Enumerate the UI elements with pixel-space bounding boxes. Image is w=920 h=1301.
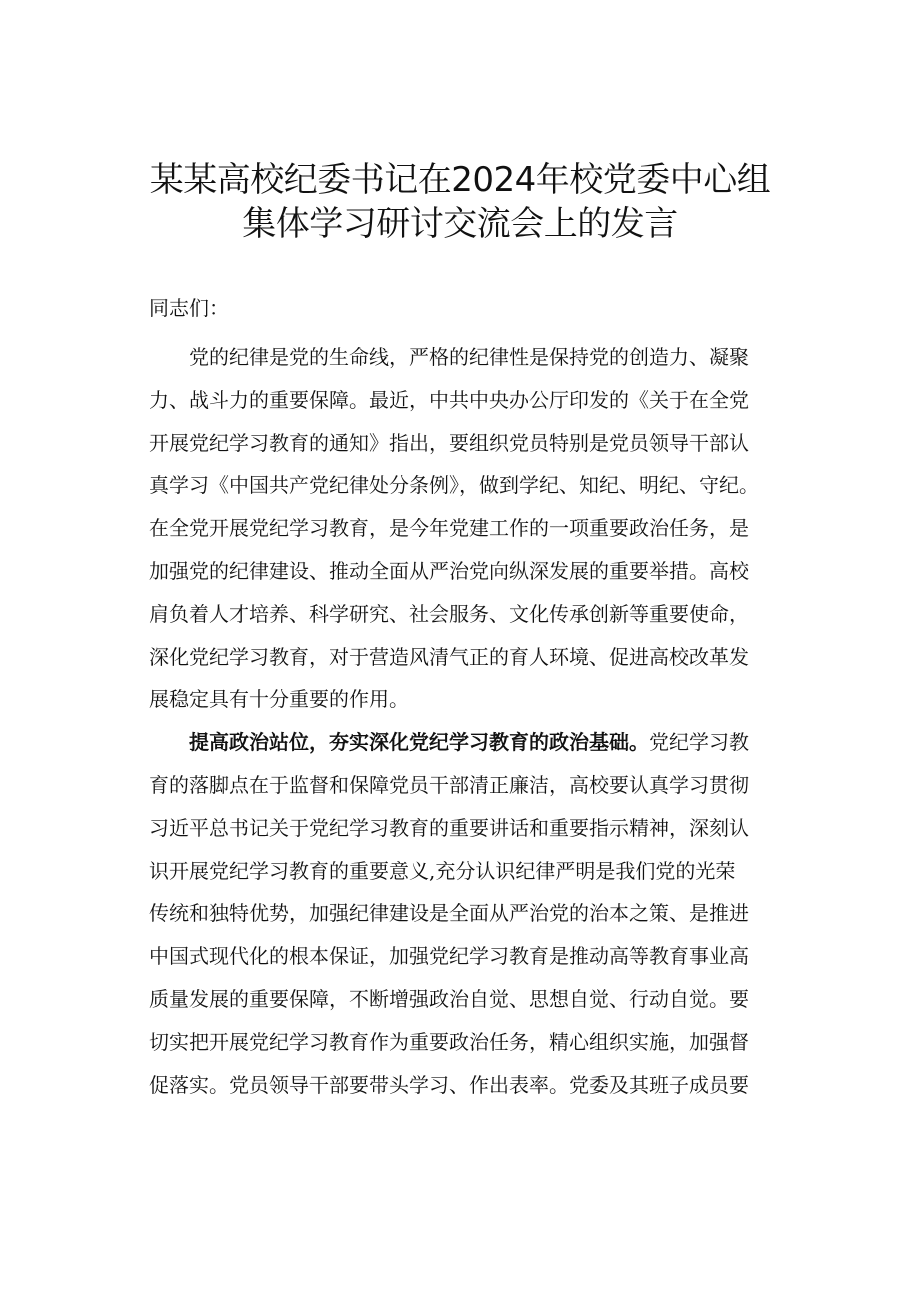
text-fragment: 党纪学习教 <box>649 730 749 755</box>
text-line: 开展党纪学习教育的通知》指出，要组织党员特别是党员领导干部认 <box>149 430 749 455</box>
text-line: 育的落脚点在于监督和保障党员干部清正廉洁，高校要认真学习贯彻 <box>149 772 749 797</box>
paragraph-intro <box>149 336 817 721</box>
title-line-1: 某某高校纪委书记在2024年校党委中心组 <box>149 160 771 200</box>
text-line: 展稳定具有十分重要的作用。 <box>149 687 409 712</box>
salutation: 同志们： <box>149 296 229 320</box>
document-body <box>149 336 817 1106</box>
text-line: 在全党开展党纪学习教育，是今年党建工作的一项重要政治任务，是 <box>149 516 749 541</box>
text-line: 传统和独特优势，加强纪律建设是全面从严治党的治本之策、是推进 <box>149 901 749 926</box>
text-line: 加强党的纪律建设、推动全面从严治党向纵深发展的重要举措。高校 <box>149 558 749 583</box>
text-line: 切实把开展党纪学习教育作为重要政治任务，精心组织实施，加强督 <box>149 1029 749 1054</box>
text-line: 促落实。党员领导干部要带头学习、作出表率。党委及其班子成员要 <box>149 1072 749 1097</box>
title-line-2: 集体学习研讨交流会上的发言 <box>242 204 678 244</box>
text-line: 力、战斗力的重要保障。最近，中共中央办公厅印发的《关于在全党 <box>149 387 749 412</box>
text-line: 中国式现代化的根本保证，加强党纪学习教育是推动高等教育事业高 <box>149 944 749 969</box>
text-line: 深化党纪学习教育，对于营造风清气正的育人环境、促进高校改革发 <box>149 644 749 669</box>
text-line: 习近平总书记关于党纪学习教育的重要讲话和重要指示精神，深刻认 <box>149 815 749 840</box>
text-line: 肩负着人才培养、科学研究、社会服务、文化传承创新等重要使命， <box>149 601 749 626</box>
document-title <box>110 158 810 246</box>
text-line <box>149 721 817 764</box>
text-line: 识开展党纪学习教育的重要意义,充分认识纪律严明是我们党的光荣 <box>149 858 736 883</box>
text-line: 真学习《中国共产党纪律处分条例》，做到学纪、知纪、明纪、守纪。 <box>149 473 759 498</box>
text-line: 质量发展的重要保障，不断增强政治自觉、思想自觉、行动自觉。要 <box>149 986 749 1011</box>
text-line: 党的纪律是党的生命线，严格的纪律性是保持党的创造力、凝聚 <box>189 345 749 369</box>
paragraph-political-standing <box>149 721 817 1106</box>
section-heading: 提高政治站位，夯实深化党纪学习教育的政治基础。 <box>189 730 649 755</box>
